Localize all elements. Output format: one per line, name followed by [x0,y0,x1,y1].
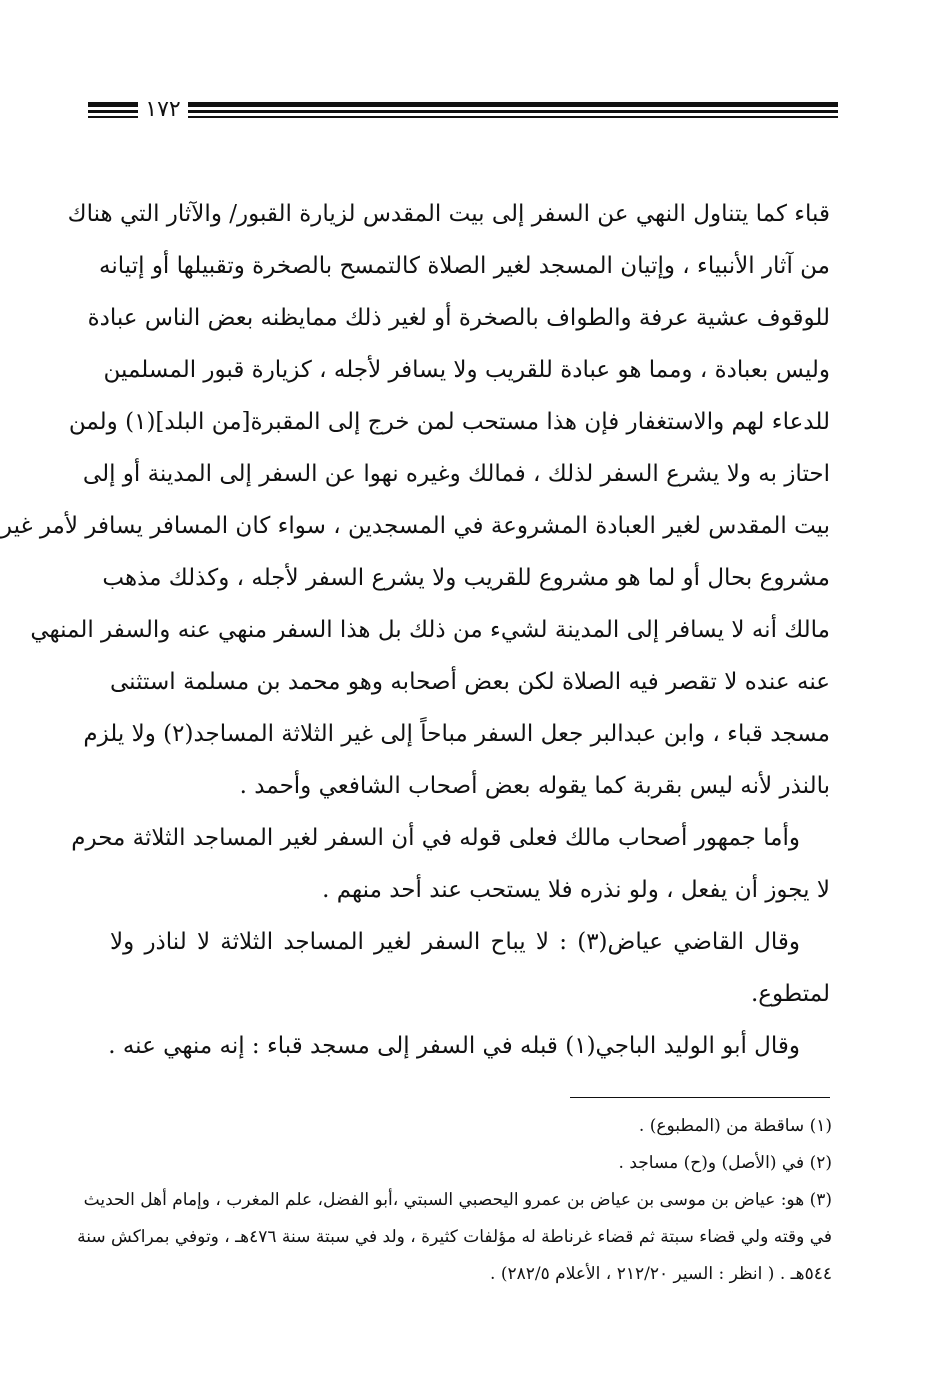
text-line: وقال القاضي عياض(٣) : لا يباح السفر لغير المساجد الثلاثة لا لناذر ولا [110,929,801,955]
text-line: للدعاء لهم والاستغفار فإن هذا مستحب لمن خرج إلى المقبرة[من البلد](١) ولمن [68,409,830,435]
text-line: من آثار الأنبياء ، وإتيان المسجد لغير الصلاة كالتمسح بالصخرة وتقبيلها أو إتيانه [99,253,830,279]
footnote-line: (٢) في (الأصل) و(ح) مساجد . [618,1153,832,1173]
text-line: عنه عنده لا تقصر فيه الصلاة لكن بعض أصحابه وهو محمد بن مسلمة استثنى [110,669,830,695]
page-number: ١٧٢ [145,97,181,122]
header-rule-left-thick [88,102,138,107]
text-line: لا يجوز أن يفعل ، ولو نذره فلا يستحب عند أحد منهم . [322,877,830,903]
text-line: بيت المقدس لغير العبادة المشروعة في المسجدين ، سواء كان المسافر يسافر لأمر غير [0,513,830,539]
header-rule-right-medium [188,110,838,113]
footnote-line: (١) ساقطة من (المطبوع) . [638,1116,832,1136]
header-rule-right-thick [188,102,838,107]
text-line: وقال أبو الوليد الباجي(١) قبله في السفر إلى مسجد قباء : إنه منهي عنه . [108,1033,800,1059]
header-rule-left-medium [88,110,138,113]
text-line: لمتطوع. [750,981,830,1007]
text-line: مالك أنه لا يسافر إلى المدينة لشيء من ذلك بل هذا السفر منهي عنه والسفر المنهي [30,617,830,643]
page-header [88,96,838,130]
header-rule-left-thin [88,116,138,118]
footnote-line: في وقته ولي قضاء سبتة ثم قضاء غرناطة له مؤلفات كثيرة ، ولد في سبتة سنة ٤٧٦هـ ، وتوفي بمراكش سنة [77,1227,832,1247]
header-rule-right-thin [188,116,838,118]
footnote-separator [570,1097,830,1098]
main-text [0,188,830,1072]
text-line: مسجد قباء ، وابن عبدالبر جعل السفر مباحاً إلى غير الثلاثة المساجد(٢) ولا يلزم [83,721,830,747]
text-line: احتاز به ولا يشرع السفر لذلك ، فمالك وغيره نهوا عن السفر إلى المدينة أو إلى [82,461,830,487]
text-line: بالنذر لأنه ليس بقربة كما يقوله بعض أصحاب الشافعي وأحمد . [239,773,830,799]
footnote-line: (٣) هو: عياض بن موسى بن عياض بن عمرو اليحصبي السبتي ،أبو الفضل، علم المغرب ، وإمام أهل الحديث [83,1190,832,1210]
text-line: وأما جمهور أصحاب مالك فعلى قوله في أن السفر لغير المساجد الثلاثة محرم [71,825,800,851]
footnote-line: ٥٤٤هـ . ( انظر : السير ٢١٢/٢٠ ، الأعلام ٢٨٢/٥) . [490,1264,832,1284]
text-line: مشروع بحال أو لما هو مشروع للقريب ولا يشرع السفر لأجله ، وكذلك مذهب [102,565,830,591]
footnotes [77,1108,832,1293]
text-line: وليس بعبادة ، ومما هو عبادة للقريب ولا يسافر لأجله ، كزيارة قبور المسلمين [103,357,830,383]
text-line: قباء كما يتناول النهي عن السفر إلى بيت المقدس لزيارة القبور/ والآثار التي هناك [67,201,830,227]
text-line: للوقوف عشية عرفة والطواف بالصخرة أو لغير ذلك ممايظنه بعض الناس عبادة [87,305,830,331]
